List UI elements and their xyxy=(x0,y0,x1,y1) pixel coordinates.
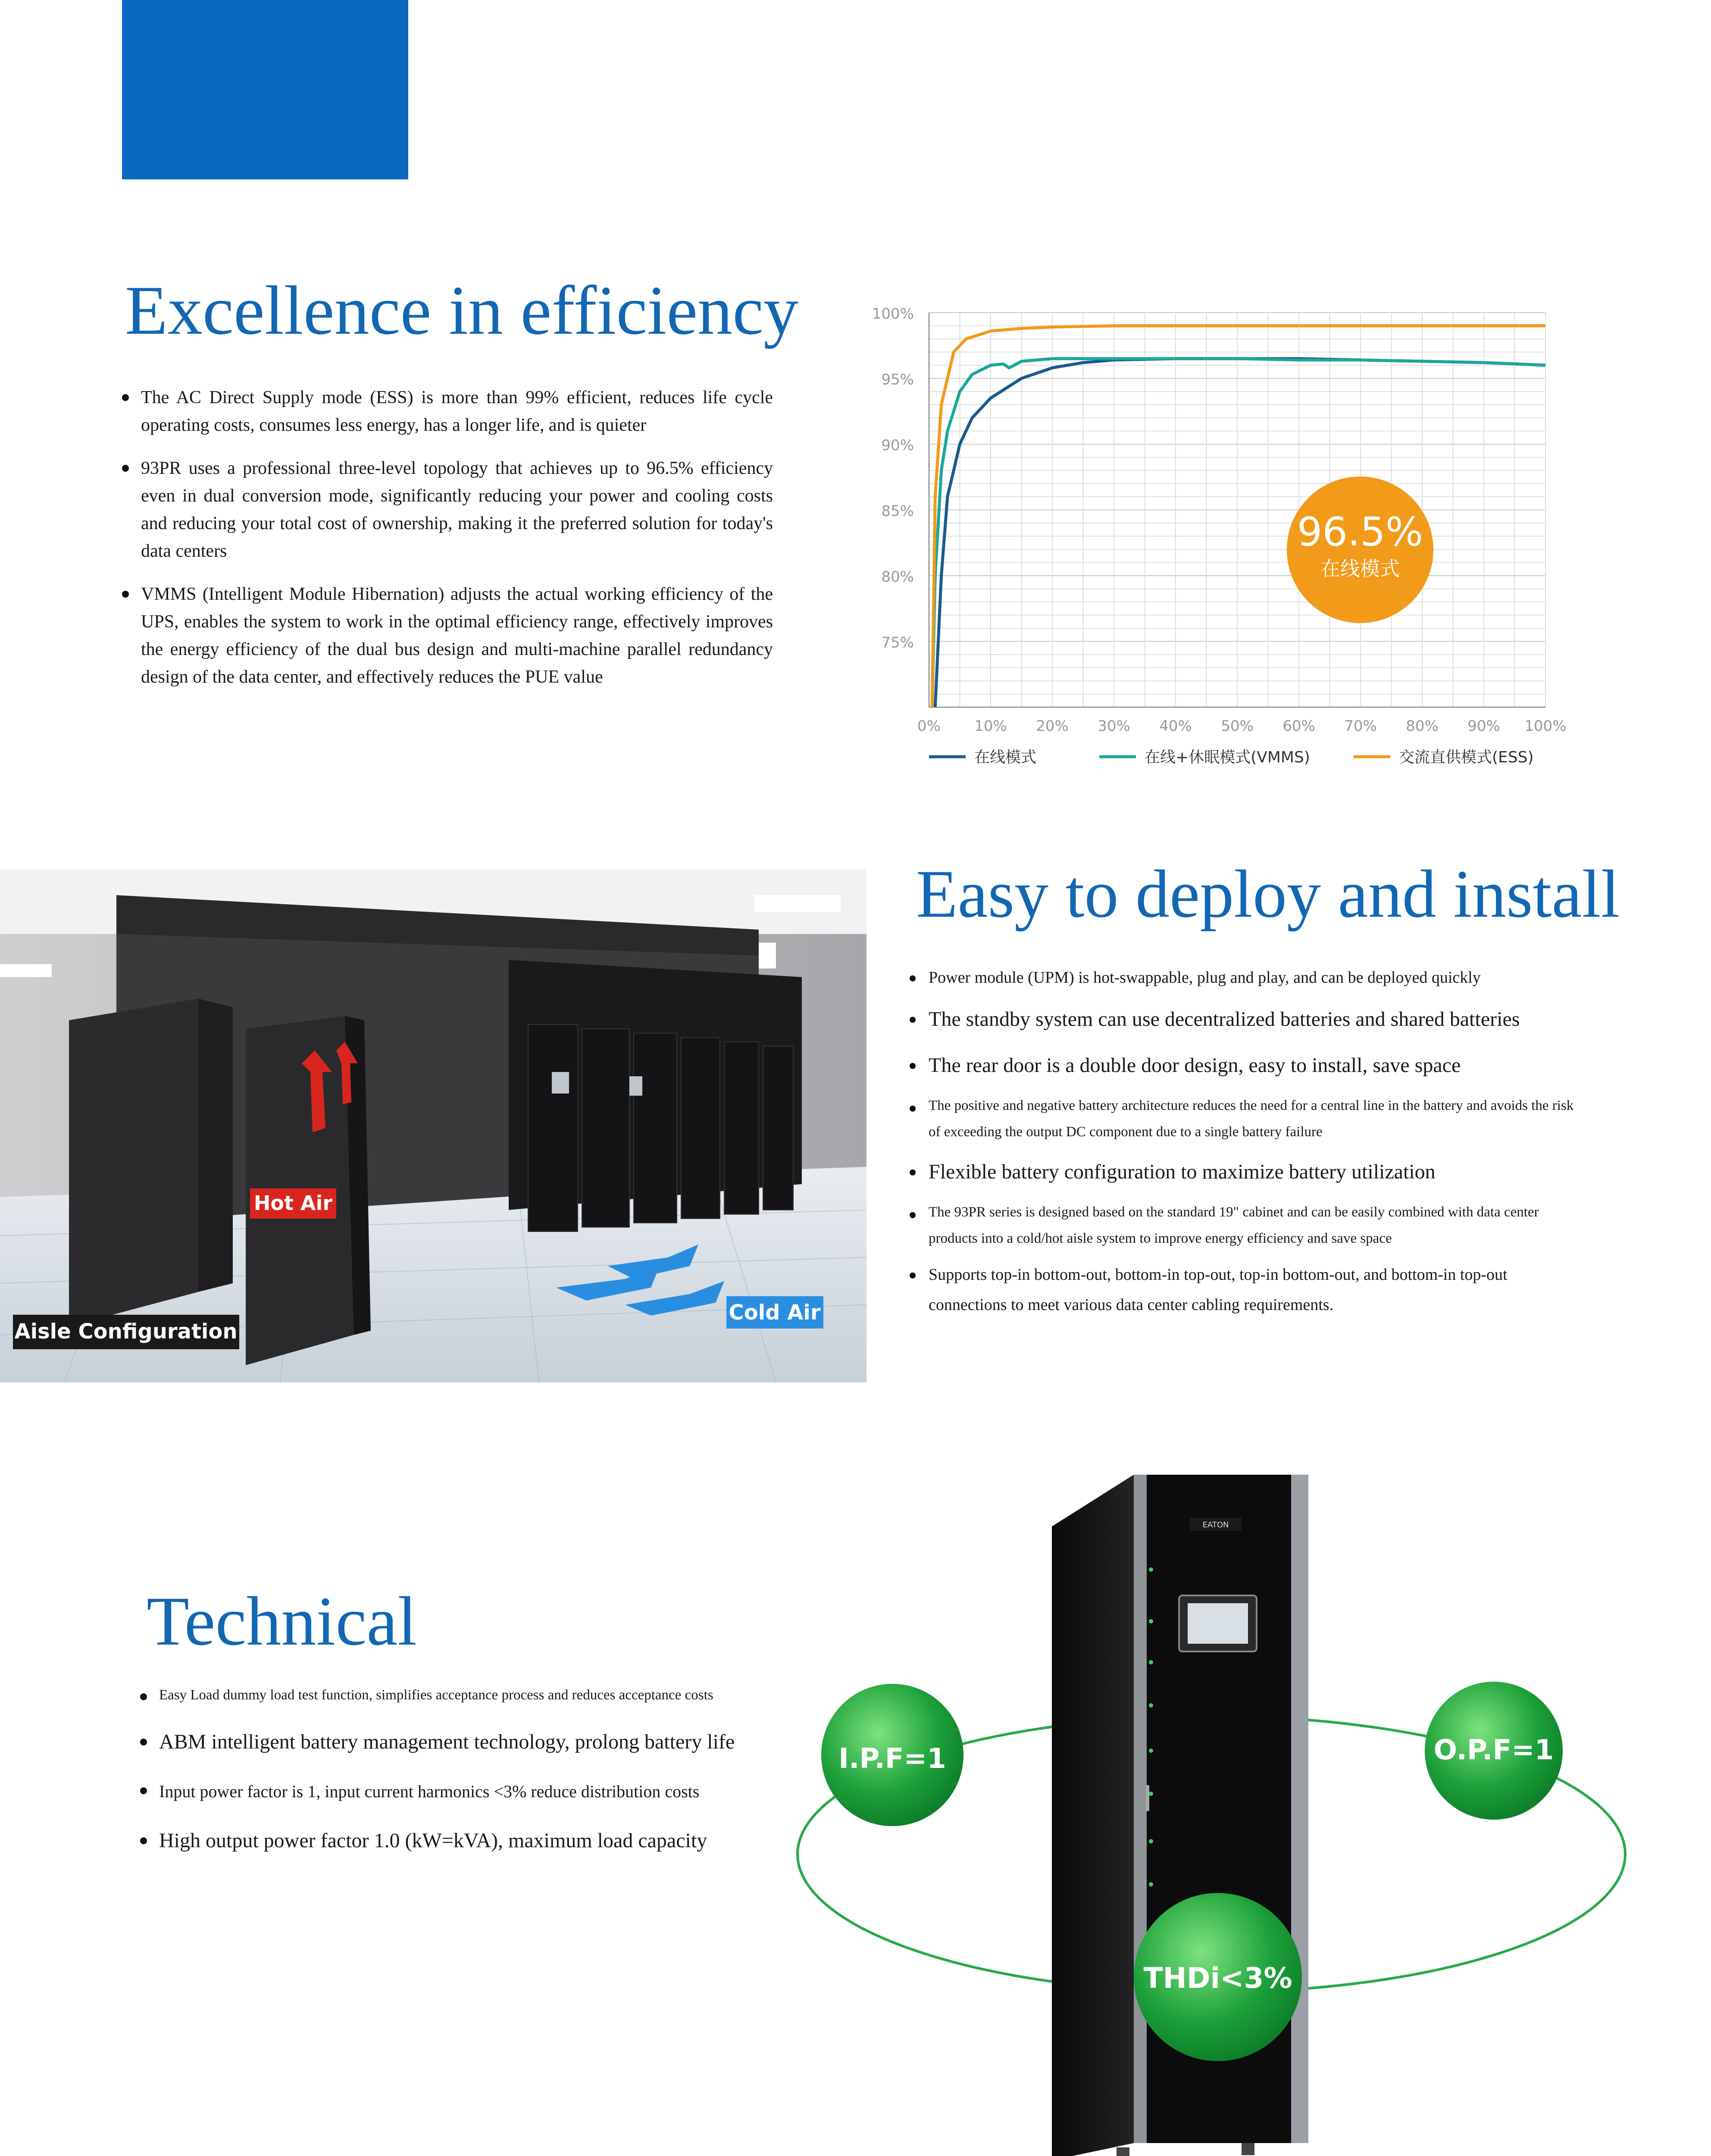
y-tick-label: 100% xyxy=(872,305,914,323)
x-tick-label: 40% xyxy=(1159,718,1192,735)
header-accent-block xyxy=(122,0,408,179)
x-tick-label: 20% xyxy=(1036,718,1069,735)
opf-badge xyxy=(1425,1682,1563,1820)
list-item: The standby system can use decentralized batteries and shared batteries xyxy=(910,1000,1578,1039)
aisle-configuration-image xyxy=(0,869,866,1382)
legend-label: 在线模式 xyxy=(974,749,1037,766)
svg-text:O.P.F=1: O.P.F=1 xyxy=(1433,1734,1554,1766)
list-item: VMMS (Intelligent Module Hibernation) adjusts the actual working efficiency of the UPS, enables the system to work in the optimal efficiency range, effectively improves the energy efficiency of the dual bus design and multi-machine parallel redundancy design of the data center, and effectively reduces the PUE value xyxy=(122,580,773,691)
y-tick-label: 75% xyxy=(881,634,914,652)
svg-text:I.P.F=1: I.P.F=1 xyxy=(838,1743,946,1775)
legend-label: 交流直供模式(ESS) xyxy=(1399,749,1534,766)
efficiency-chart xyxy=(858,293,1573,780)
badge-value: 96.5% xyxy=(1297,509,1423,555)
y-tick-label: 95% xyxy=(881,371,914,389)
list-item: ABM intelligent battery management technology, prolong battery life xyxy=(140,1726,774,1759)
y-tick-label: 90% xyxy=(881,437,914,454)
series-line xyxy=(932,326,1545,708)
list-item: The 93PR series is designed based on the standard 19" cabinet and can be easily combined with data center products into a cold/hot aisle system to improve energy efficiency and save space xyxy=(910,1199,1578,1252)
list-item: Easy Load dummy load test function, simplifies acceptance process and reduces acceptance costs xyxy=(140,1684,774,1707)
y-tick-label: 80% xyxy=(881,568,914,586)
chart-lines xyxy=(932,326,1545,708)
chart-grid xyxy=(929,313,1545,707)
ups-cabinet-illustration xyxy=(776,1466,1634,2156)
x-tick-label: 90% xyxy=(1467,718,1500,735)
thdi-badge xyxy=(1134,1893,1302,2061)
y-tick-label: 85% xyxy=(881,502,914,520)
x-tick-label: 60% xyxy=(1282,718,1315,735)
efficiency-bullets xyxy=(122,384,773,706)
x-tick-label: 70% xyxy=(1344,718,1377,735)
list-item: High output power factor 1.0 (kW=kVA), maximum load capacity xyxy=(140,1824,774,1858)
svg-text:THDi<3%: THDi<3% xyxy=(1143,1962,1292,1995)
x-tick-label: 80% xyxy=(1406,718,1439,735)
list-item: Input power factor is 1, input current harmonics <3% reduce distribution costs xyxy=(140,1778,774,1805)
efficiency-badge xyxy=(1287,476,1433,623)
technical-bullets xyxy=(140,1684,774,1876)
x-tick-label: 10% xyxy=(974,718,1007,735)
list-item: The AC Direct Supply mode (ESS) is more than 99% efficient, reduces life cycle operating costs, consumes less energy, has a longer life, and is quieter xyxy=(122,384,773,439)
list-item: Power module (UPM) is hot-swappable, plug and play, and can be deployed quickly xyxy=(910,962,1578,993)
legend-label: 在线+休眠模式(VMMS) xyxy=(1145,749,1310,766)
chart-legend xyxy=(929,749,1534,766)
hot-air-label: Hot Air xyxy=(253,1191,333,1215)
chart-y-ticks xyxy=(872,305,914,652)
deploy-bullets xyxy=(910,962,1578,1328)
ipf-badge xyxy=(821,1684,963,1826)
door-handle xyxy=(1146,1785,1149,1811)
brand-mark: EATON xyxy=(1202,1520,1229,1529)
badge-label: 在线模式 xyxy=(1320,557,1400,580)
list-item: 93PR uses a professional three-level topology that achieves up to 96.5% efficiency even in dual conversion mode, significantly reducing your power and cooling costs and reducing your total cost of ownership, making it the preferred solution for today's data centers xyxy=(122,454,773,565)
aisle-caption: Aisle Configuration xyxy=(14,1319,238,1344)
x-tick-label: 30% xyxy=(1098,718,1130,735)
cold-air-label: Cold Air xyxy=(729,1300,821,1325)
deploy-title: Easy to deploy and install xyxy=(916,856,1620,932)
x-tick-label: 50% xyxy=(1221,718,1254,735)
list-item: The rear door is a double door design, easy to install, save space xyxy=(910,1047,1578,1085)
ups-side-panel xyxy=(1052,1475,1134,2156)
efficiency-title: Excellence in efficiency xyxy=(125,272,799,349)
list-item: Flexible battery configuration to maximize battery utilization xyxy=(910,1153,1578,1191)
list-item: Supports top-in bottom-out, bottom-in top-out, top-in bottom-out, and bottom-in top-out connections to meet various data center cabling requirements. xyxy=(910,1260,1578,1320)
x-tick-label: 100% xyxy=(1524,718,1567,735)
list-item: The positive and negative battery architecture reduces the need for a central line in the battery and avoids the risk of exceeding the output DC component due to a single battery failure xyxy=(910,1093,1578,1145)
chart-x-ticks xyxy=(917,718,1567,735)
x-tick-label: 0% xyxy=(917,718,941,735)
technical-title: Technical xyxy=(147,1583,417,1660)
